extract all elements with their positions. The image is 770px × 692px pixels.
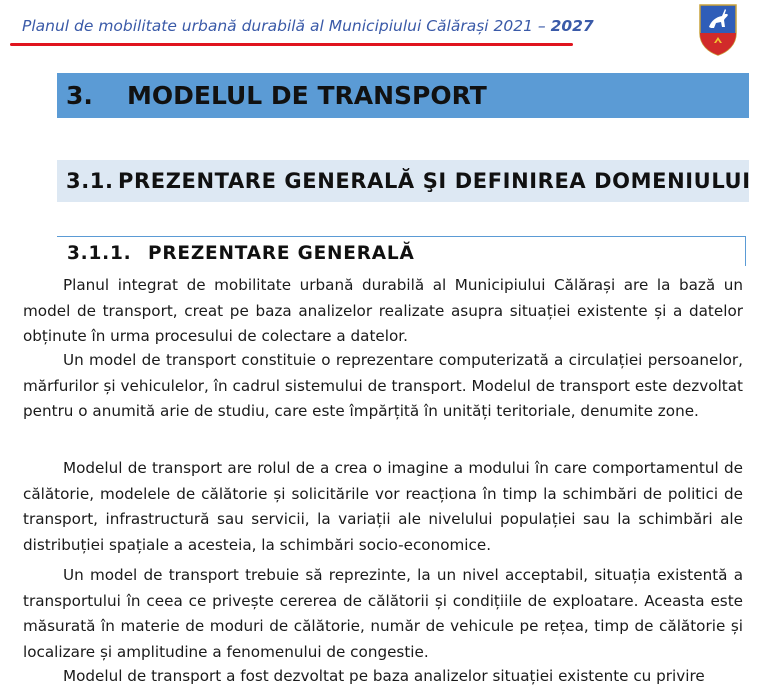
heading-level-2: [57, 160, 749, 202]
calarasi-coat-of-arms-icon: [694, 3, 742, 57]
header-title-main: Planul de mobilitate urbană durabilă al Municipiului Călărași 2021 –: [22, 17, 551, 35]
heading-2-text: PREZENTARE GENERALĂ ŞI DEFINIREA DOMENIULUI: [118, 169, 751, 193]
body-paragraph: Planul integrat de mobilitate urbană durabilă al Municipiului Călărași are la bază un model de transport, creat pe baza analizelor realizate asupra situației existente și a datelor obținute în urma procesului de colectare a datelor.: [23, 276, 743, 346]
heading-3-number: 3.1.1.: [67, 243, 132, 264]
heading-3-text: PREZENTARE GENERALĂ: [148, 243, 415, 264]
header-underline: [10, 43, 573, 46]
body-paragraph: Un model de transport constituie o reprezentare computerizată a circulației persoanelor, mărfurilor și vehiculelor, în cadrul sistemului de transport. Modelul de transport este dezvoltat pentru o anumită arie de studiu, care este împărțită în unități teritoriale, denumite zone.: [23, 351, 743, 421]
header-title-year-end: 2027: [550, 17, 594, 35]
heading-level-3: [57, 236, 746, 266]
body-paragraph: Un model de transport trebuie să reprezinte, la un nivel acceptabil, situația existentă a transportului în ceea ce privește cererea de călătorii și condițiile de exploatare. Aceasta este măsurată în materie de moduri de călătorie, număr de vehicule pe rețea, timp de călătorie și localizare și amplitudine a fenomenului de congestie.: [23, 566, 743, 661]
body-paragraph: Modelul de transport are rolul de a crea o imagine a modului în care comportamentul de călătorie, modelele de călătorie și solicitările vor reacționa în timp la schimbări de politici de transport, infrastructură sau servicii, la variații ale nivelului populației sau la schimbări ale distribuției spațiale a acesteia, la schimbări socio-economice.: [23, 459, 743, 554]
heading-level-1: [57, 73, 749, 118]
heading-1-text: MODELUL DE TRANSPORT: [127, 81, 487, 110]
heading-1-number: 3.: [66, 81, 93, 110]
heading-2-number: 3.1.: [66, 169, 114, 193]
body-paragraph: Modelul de transport a fost dezvoltat pe baza analizelor situației existente cu privire: [63, 667, 705, 685]
document-header-title: [22, 17, 594, 35]
